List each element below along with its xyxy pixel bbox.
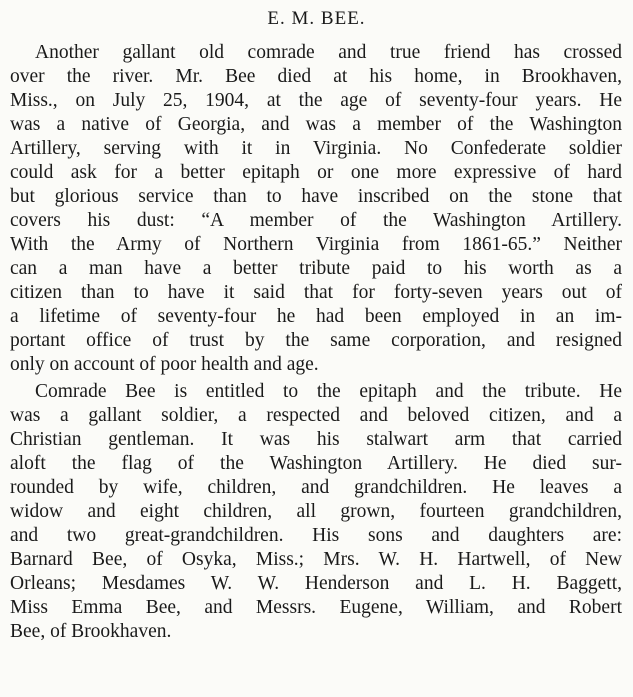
paragraph-2-line-10: Miss Emma Bee, and Messrs. Eugene, William, and Robert	[10, 597, 622, 618]
paragraph-2-line-9: Orleans; Mesdames W. W. Henderson and L. H. Baggett,	[10, 573, 622, 594]
paragraph-2-line-3: Christian gentleman. It was his stalwart arm that carried	[10, 429, 622, 450]
paragraph-1-line-10: can a man have a better tribute paid to his worth as a	[10, 258, 622, 279]
paragraph-2-line-5: rounded by wife, children, and grandchildren. He leaves a	[10, 477, 622, 498]
paragraph-1-line-2: over the river. Mr. Bee died at his home, in Brookhaven,	[10, 66, 622, 87]
paragraph-1-line-13: portant office of trust by the same corporation, and resigned	[10, 330, 622, 351]
paragraph-2-line-2: was a gallant soldier, a respected and beloved citizen, and a	[10, 405, 622, 426]
paragraph-1-line-6: could ask for a better epitaph or one more expressive of hard	[10, 162, 622, 183]
paragraph-1-line-11: citizen than to have it said that for forty-seven years out of	[10, 282, 622, 303]
paragraph-1-line-3: Miss., on July 25, 1904, at the age of seventy-four years. He	[10, 90, 622, 111]
paragraph-2-line-8: Barnard Bee, of Osyka, Miss.; Mrs. W. H. Hartwell, of New	[10, 549, 622, 570]
paragraph-2-line-1: Comrade Bee is entitled to the epitaph and the tribute. He	[35, 381, 622, 402]
paragraph-1-line-1: Another gallant old comrade and true friend has crossed	[35, 42, 622, 63]
paragraph-2-line-4: aloft the flag of the Washington Artillery. He died sur-	[10, 453, 622, 474]
paragraph-1-line-7: but glorious service than to have inscribed on the stone that	[10, 186, 622, 207]
paragraph-1-line-9: With the Army of Northern Virginia from 1861-65.” Neither	[10, 234, 622, 255]
article-title: E. M. BEE.	[267, 8, 366, 29]
paragraph-1-line-5: Artillery, serving with it in Virginia. No Confederate soldier	[10, 138, 622, 159]
paragraph-2-line-6: widow and eight children, all grown, fourteen grandchildren,	[10, 501, 622, 522]
paragraph-2-line-11: Bee, of Brookhaven.	[10, 621, 172, 642]
paragraph-1-line-14: only on account of poor health and age.	[10, 354, 319, 375]
paragraph-2-line-7: and two great-grandchildren. His sons and daughters are:	[10, 525, 622, 546]
paragraph-1-line-8: covers his dust: “A member of the Washington Artillery.	[10, 210, 622, 231]
paragraph-1-line-4: was a native of Georgia, and was a member of the Washington	[10, 114, 622, 135]
paragraph-1-line-12: a lifetime of seventy-four he had been employed in an im-	[10, 306, 622, 327]
